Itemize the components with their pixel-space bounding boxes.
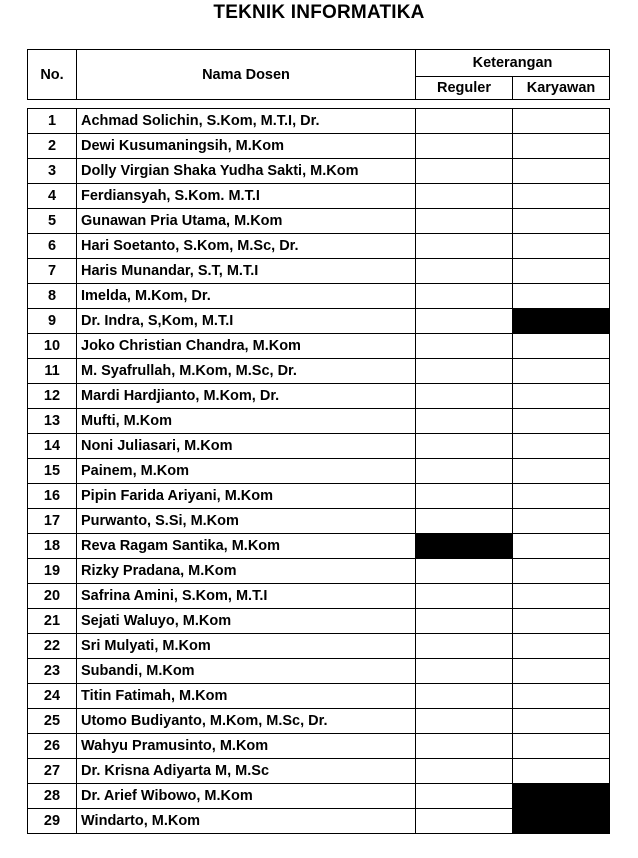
karyawan-cell: [513, 759, 610, 784]
table-row: [28, 759, 610, 784]
reguler-cell: [416, 134, 513, 159]
karyawan-cell-filled: [513, 784, 610, 809]
lecturer-name: Ferdiansyah, S.Kom. M.T.I: [77, 184, 416, 209]
lecturer-name: Rizky Pradana, M.Kom: [77, 559, 416, 584]
lecturer-name: Gunawan Pria Utama, M.Kom: [77, 209, 416, 234]
row-number: 28: [28, 784, 77, 809]
lecturer-name: Mardi Hardjianto, M.Kom, Dr.: [77, 384, 416, 409]
karyawan-cell: [513, 109, 610, 134]
karyawan-cell: [513, 259, 610, 284]
karyawan-cell: [513, 409, 610, 434]
table-row: [28, 609, 610, 634]
lecturer-name: Titin Fatimah, M.Kom: [77, 684, 416, 709]
karyawan-cell-filled: [513, 309, 610, 334]
row-number: 21: [28, 609, 77, 634]
lecturer-name: Haris Munandar, S.T, M.T.I: [77, 259, 416, 284]
row-number: 4: [28, 184, 77, 209]
karyawan-cell: [513, 209, 610, 234]
table-row: [28, 209, 610, 234]
table-row: [28, 384, 610, 409]
header-no: No.: [28, 50, 77, 100]
karyawan-cell: [513, 534, 610, 559]
karyawan-cell: [513, 484, 610, 509]
row-number: 24: [28, 684, 77, 709]
table-row: [28, 634, 610, 659]
lecturer-name: Dr. Indra, S,Kom, M.T.I: [77, 309, 416, 334]
table-row: [28, 184, 610, 209]
header-name: Nama Dosen: [77, 50, 416, 100]
reguler-cell: [416, 284, 513, 309]
row-number: 19: [28, 559, 77, 584]
row-number: 12: [28, 384, 77, 409]
row-number: 23: [28, 659, 77, 684]
row-number: 20: [28, 584, 77, 609]
reguler-cell: [416, 509, 513, 534]
table-row: [28, 334, 610, 359]
table-row: [28, 509, 610, 534]
karyawan-cell: [513, 159, 610, 184]
table-row: [28, 309, 610, 334]
reguler-cell: [416, 159, 513, 184]
lecturer-table: [27, 108, 610, 834]
karyawan-cell: [513, 709, 610, 734]
karyawan-cell: [513, 559, 610, 584]
table-row: [28, 784, 610, 809]
karyawan-cell: [513, 384, 610, 409]
reguler-cell: [416, 659, 513, 684]
karyawan-cell: [513, 284, 610, 309]
reguler-cell: [416, 409, 513, 434]
row-number: 22: [28, 634, 77, 659]
row-number: 9: [28, 309, 77, 334]
lecturer-name: Subandi, M.Kom: [77, 659, 416, 684]
karyawan-cell: [513, 434, 610, 459]
reguler-cell: [416, 784, 513, 809]
row-number: 17: [28, 509, 77, 534]
row-number: 2: [28, 134, 77, 159]
lecturer-name: M. Syafrullah, M.Kom, M.Sc, Dr.: [77, 359, 416, 384]
karyawan-cell: [513, 334, 610, 359]
reguler-cell: [416, 759, 513, 784]
karyawan-cell: [513, 234, 610, 259]
header-karyawan: Karyawan: [513, 77, 610, 100]
row-number: 13: [28, 409, 77, 434]
reguler-cell: [416, 309, 513, 334]
row-number: 3: [28, 159, 77, 184]
karyawan-cell-filled: [513, 809, 610, 834]
row-number: 11: [28, 359, 77, 384]
reguler-cell: [416, 809, 513, 834]
lecturer-name: Dewi Kusumaningsih, M.Kom: [77, 134, 416, 159]
table-row: [28, 234, 610, 259]
karyawan-cell: [513, 609, 610, 634]
header-table: [27, 49, 610, 100]
lecturer-name: Achmad Solichin, S.Kom, M.T.I, Dr.: [77, 109, 416, 134]
lecturer-name: Joko Christian Chandra, M.Kom: [77, 334, 416, 359]
row-number: 25: [28, 709, 77, 734]
lecturer-name: Dr. Krisna Adiyarta M, M.Sc: [77, 759, 416, 784]
lecturer-name: Purwanto, S.Si, M.Kom: [77, 509, 416, 534]
row-number: 15: [28, 459, 77, 484]
page-title: TEKNIK INFORMATIKA: [213, 2, 425, 23]
row-number: 5: [28, 209, 77, 234]
row-number: 14: [28, 434, 77, 459]
karyawan-cell: [513, 184, 610, 209]
lecturer-name: Reva Ragam Santika, M.Kom: [77, 534, 416, 559]
karyawan-cell: [513, 634, 610, 659]
table-row: [28, 684, 610, 709]
lecturer-name: Painem, M.Kom: [77, 459, 416, 484]
lecturer-name: Windarto, M.Kom: [77, 809, 416, 834]
table-row: [28, 709, 610, 734]
header-keterangan: Keterangan: [416, 50, 610, 77]
karyawan-cell: [513, 459, 610, 484]
table-row: [28, 434, 610, 459]
lecturer-name: Hari Soetanto, S.Kom, M.Sc, Dr.: [77, 234, 416, 259]
table-row: [28, 409, 610, 434]
reguler-cell: [416, 634, 513, 659]
table-row: [28, 259, 610, 284]
karyawan-cell: [513, 659, 610, 684]
reguler-cell-filled: [416, 534, 513, 559]
reguler-cell: [416, 609, 513, 634]
reguler-cell: [416, 384, 513, 409]
reguler-cell: [416, 359, 513, 384]
row-number: 1: [28, 109, 77, 134]
karyawan-cell: [513, 684, 610, 709]
table-row: [28, 534, 610, 559]
header-reguler: Reguler: [416, 77, 513, 100]
row-number: 27: [28, 759, 77, 784]
reguler-cell: [416, 259, 513, 284]
table-row: [28, 584, 610, 609]
karyawan-cell: [513, 584, 610, 609]
reguler-cell: [416, 484, 513, 509]
reguler-cell: [416, 559, 513, 584]
row-number: 6: [28, 234, 77, 259]
row-number: 7: [28, 259, 77, 284]
table-row: [28, 484, 610, 509]
table-row: [28, 809, 610, 834]
table-row: [28, 734, 610, 759]
lecturer-name: Sri Mulyati, M.Kom: [77, 634, 416, 659]
table-row: [28, 134, 610, 159]
lecturer-name: Dolly Virgian Shaka Yudha Sakti, M.Kom: [77, 159, 416, 184]
reguler-cell: [416, 459, 513, 484]
lecturer-name: Sejati Waluyo, M.Kom: [77, 609, 416, 634]
reguler-cell: [416, 234, 513, 259]
lecturer-name: Utomo Budiyanto, M.Kom, M.Sc, Dr.: [77, 709, 416, 734]
reguler-cell: [416, 184, 513, 209]
table-row: [28, 559, 610, 584]
lecturer-name: Noni Juliasari, M.Kom: [77, 434, 416, 459]
table-row: [28, 659, 610, 684]
table-row: [28, 159, 610, 184]
lecturer-name: Pipin Farida Ariyani, M.Kom: [77, 484, 416, 509]
reguler-cell: [416, 709, 513, 734]
karyawan-cell: [513, 134, 610, 159]
karyawan-cell: [513, 359, 610, 384]
reguler-cell: [416, 209, 513, 234]
karyawan-cell: [513, 509, 610, 534]
row-number: 29: [28, 809, 77, 834]
reguler-cell: [416, 734, 513, 759]
lecturer-table-body: [28, 109, 610, 834]
row-number: 26: [28, 734, 77, 759]
reguler-cell: [416, 109, 513, 134]
lecturer-name: Safrina Amini, S.Kom, M.T.I: [77, 584, 416, 609]
reguler-cell: [416, 584, 513, 609]
lecturer-name: Wahyu Pramusinto, M.Kom: [77, 734, 416, 759]
row-number: 10: [28, 334, 77, 359]
reguler-cell: [416, 434, 513, 459]
row-number: 18: [28, 534, 77, 559]
row-number: 8: [28, 284, 77, 309]
lecturer-name: Mufti, M.Kom: [77, 409, 416, 434]
table-row: [28, 459, 610, 484]
table-row: [28, 284, 610, 309]
lecturer-name: Dr. Arief Wibowo, M.Kom: [77, 784, 416, 809]
reguler-cell: [416, 684, 513, 709]
table-row: [28, 109, 610, 134]
karyawan-cell: [513, 734, 610, 759]
reguler-cell: [416, 334, 513, 359]
row-number: 16: [28, 484, 77, 509]
table-row: [28, 359, 610, 384]
lecturer-name: Imelda, M.Kom, Dr.: [77, 284, 416, 309]
